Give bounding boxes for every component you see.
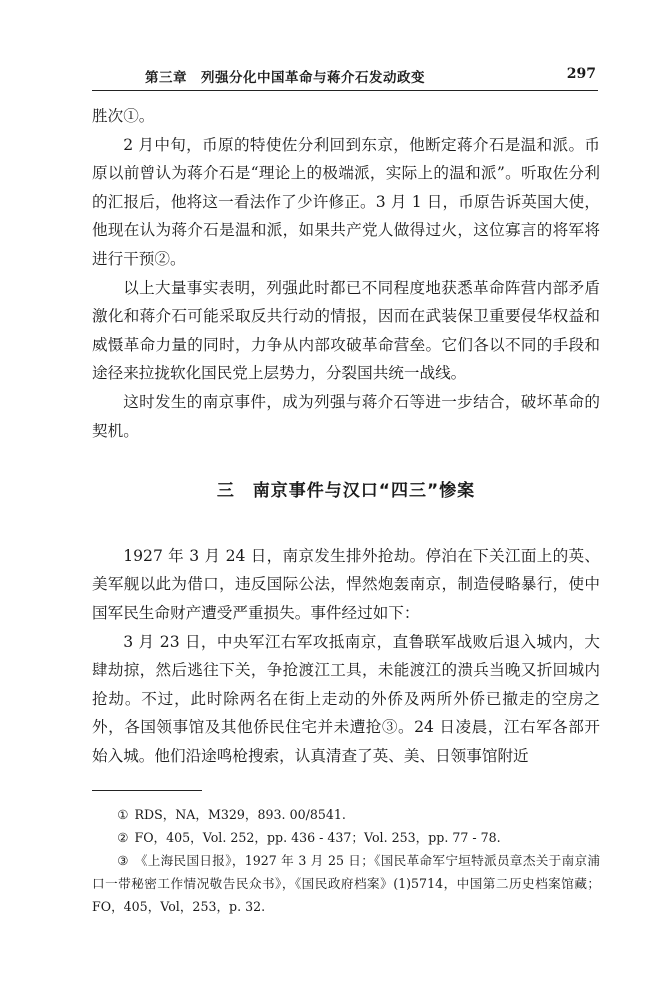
paragraph: 2 月中旬，币原的特使佐分利回到东京，他断定蒋介石是温和派。币原以前曾认为蒋介石是“理论上的极端派，实际上的温和派”。听取佐分利的汇报后，他将这一看法作了少许修正。3 月 1 日，币原告诉英国大使，他现在认为蒋介石是温和派，如果共产党人做得过火，这位寡言的将军将进行干预②。 <box>92 135 600 268</box>
running-header <box>92 60 598 91</box>
paragraph-continued: 胜次①。 <box>92 107 155 125</box>
footnote-text: RDS，NA，M329，893. 00/8541. <box>134 807 346 823</box>
paragraph: 这时发生的南京事件，成为列强与蒋介石等进一步结合，破坏革命的契机。 <box>92 392 600 440</box>
paragraph: 1927 年 3 月 24 日，南京发生排外抢劫。停泊在下关江面上的英、美军舰以此为借口，违反国际公法，悍然炮轰南京，制造侵略暴行，使中国军民生命财产遭受严重损失。事件经过如下： <box>92 546 600 622</box>
footnote <box>92 849 600 918</box>
footnote-mark: ① <box>117 807 129 823</box>
footnote <box>92 826 600 849</box>
footnote <box>92 803 600 826</box>
paragraph: 3 月 23 日，中央军江右军攻抵南京，直鲁联军战败后退入城内，大肆劫掠，然后逃往下关，争抢渡江工具，未能渡江的溃兵当晚又折回城内抢劫。不过，此时除两名在街上走动的外侨及两所外侨已撤走的空房之外，各国领事馆及其他侨民住宅并未遭抢③。24 日凌晨，江右军各部开始入城。他们沿途鸣枪搜索，认真清查了英、美、日领事馆附近 <box>92 632 600 765</box>
footnote-divider <box>92 790 202 791</box>
footnotes <box>92 803 600 918</box>
footnote-text: 《上海民国日报》，1927 年 3 月 25 日；《国民革命军宁垣特派员章杰关于南京浦口一带秘密工作情况敬告民众书》，《国民政府档案》(1)5714，中国第二历史档案馆藏；FO，405，Vol，253，p. 32. <box>92 853 600 915</box>
chapter-title: 第三章 列强分化中国革命与蒋介石发动政变 <box>145 70 425 86</box>
main-text <box>92 102 600 918</box>
paragraph: 以上大量事实表明，列强此时都已不同程度地获悉革命阵营内部矛盾激化和蒋介石可能采取反共行动的情报，因而在武装保卫重要侵华权益和威慑革命力量的同时，力争从内部攻破革命营垒。它们各以不同的手段和途径来拉拢软化国民党上层势力，分裂国共统一战线。 <box>92 278 600 383</box>
page-number: 297 <box>566 66 596 82</box>
footnote-mark: ③ <box>117 853 129 869</box>
section-heading: 三 南京事件与汉口“四三”惨案 <box>216 481 476 502</box>
footnote-mark: ② <box>117 830 129 846</box>
footnote-text: FO，405，Vol. 252，pp. 436 - 437；Vol. 253，pp. 77 - 78. <box>134 830 501 846</box>
